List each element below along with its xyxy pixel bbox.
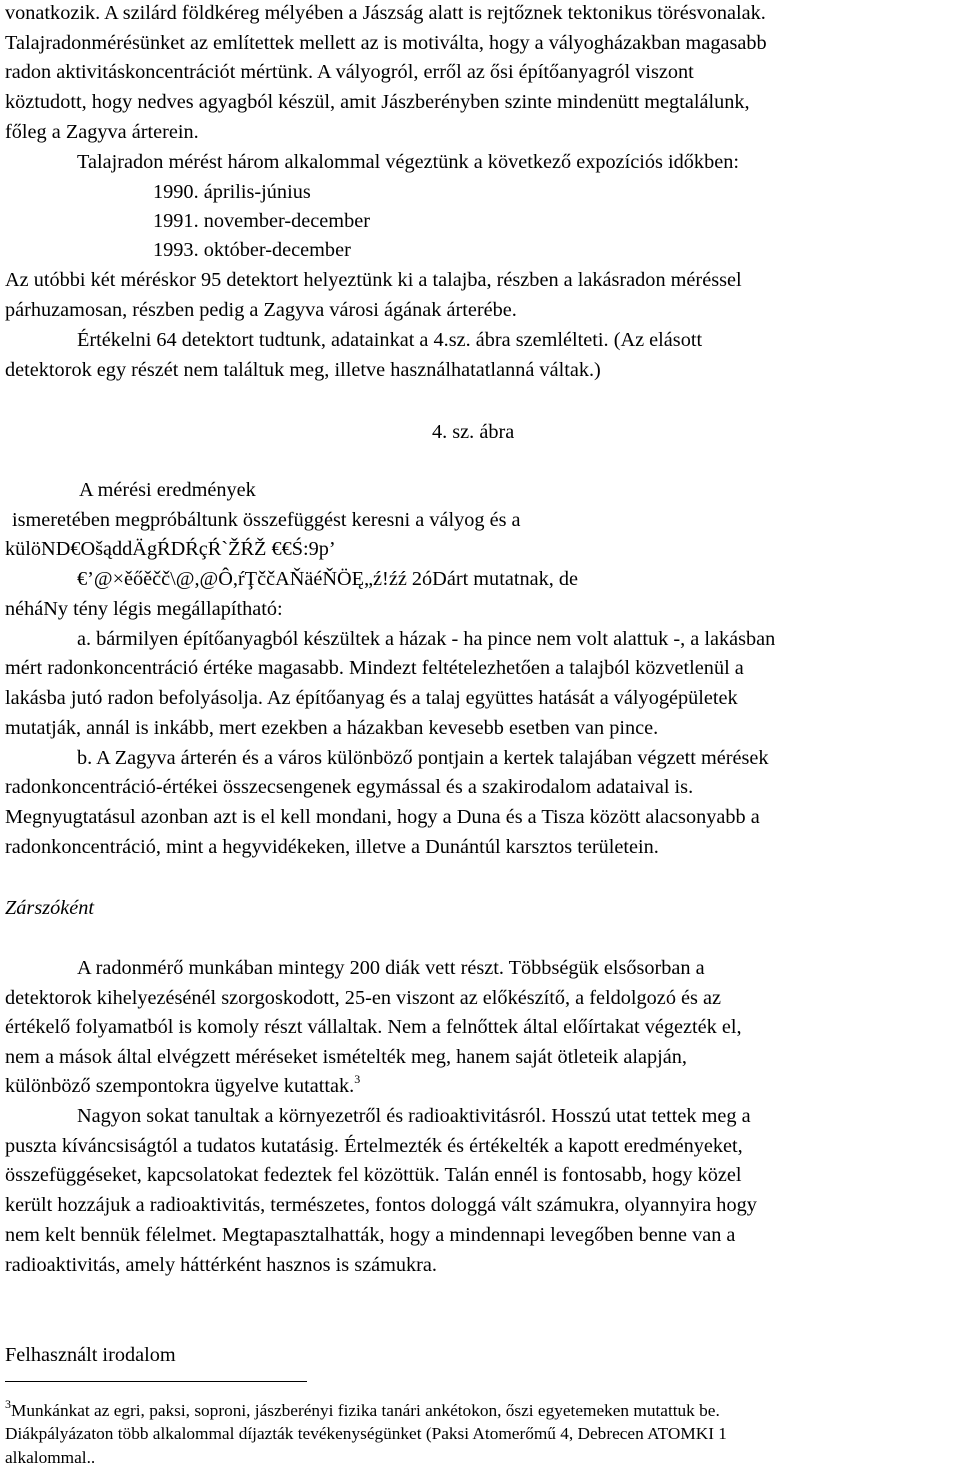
text-line: vonatkozik. A szilárd földkéreg mélyében a Jászság alatt is rejtőznek tektonikus törésvonalak. bbox=[5, 2, 766, 24]
text-line: Megnyugtatásul azonban azt is el kell mondani, hogy a Duna és a Tisza között alacsonyabb a bbox=[5, 806, 760, 828]
footnote-line bbox=[5, 1397, 720, 1422]
period-item: 1990. április-június bbox=[153, 181, 311, 203]
footnote-text: Munkánkat az egri, paksi, soproni, jászberényi fizika tanári ankétokon, őszi egyetemeken mutattuk be. bbox=[11, 1401, 720, 1420]
section-heading: Zárszóként bbox=[5, 897, 95, 919]
text-line: értékelő folyamatból is komoly részt vállaltak. Nem a felnőttek által előírtakat végezték el, bbox=[5, 1016, 742, 1038]
text-line: néháNy tény légis megállapítható: bbox=[5, 598, 283, 620]
text-line: köztudott, hogy nedves agyagból készül, amit Jászberényben szinte mindenütt megtalálunk, bbox=[5, 91, 750, 113]
section-heading: A mérési eredmények bbox=[79, 479, 256, 501]
footnote-number: 3 bbox=[5, 1397, 11, 1412]
text-line: nem a mások által elvégzett méréseket ismételték meg, hanem saját ötleteik alapján, bbox=[5, 1046, 687, 1068]
text-line: került hozzájuk a radioaktivitás, természetes, fontos dologgá vált számukra, olyannyira hogy bbox=[5, 1194, 757, 1216]
text-line: mutatják, annál is inkább, mert ezekben a házakban kevesebb esetben van pince. bbox=[5, 717, 659, 739]
list-item-text: a. bármilyen építőanyagból készültek a házak - ha pince nem volt alattuk -, a lakásban bbox=[77, 628, 776, 650]
text-line-content: különböző szempontokra ügyelve kutattak. bbox=[5, 1075, 355, 1097]
text-line: Talajradon mérést három alkalommal végeztünk a következő expozíciós időkben: bbox=[77, 151, 739, 173]
text-line: radioaktivitás, amely háttérként hasznos is számukra. bbox=[5, 1254, 437, 1276]
text-line: párhuzamosan, részben pedig a Zagyva városi ágának árterébe. bbox=[5, 299, 517, 321]
text-line: külöND€OšąddÄgŔDŔçŔ`ŽŔŽ €€Ś:9p’ bbox=[5, 538, 336, 560]
text-line: A radonmérő munkában mintegy 200 diák vett részt. Többségük elsősorban a bbox=[77, 957, 705, 979]
section-heading: Felhasznált irodalom bbox=[5, 1344, 176, 1366]
text-line: nem kelt bennük félelmet. Megtapasztalhatták, hogy a mindennapi levegőben benne van a bbox=[5, 1224, 736, 1246]
text-line bbox=[5, 1074, 360, 1098]
text-line: €’@×ěőěčč\@,@Ô,ŕŢččAŇäéŇÖĘ„ź!źź 2óDárt mutatnak, de bbox=[77, 568, 579, 590]
text-line: főleg a Zagyva árterein. bbox=[5, 121, 199, 143]
footnote-line: alkalommal.. bbox=[5, 1448, 96, 1467]
text-line: Értékelni 64 detektort tudtunk, adatainkat a 4.sz. ábra szemlélteti. (Az elásott bbox=[77, 329, 703, 351]
text-line: Talajradonmérésünket az említettek mellett az is motiválta, hogy a vályogházakban magasabb bbox=[5, 32, 767, 54]
text-line: Az utóbbi két méréskor 95 detektort helyeztünk ki a talajba, részben a lakásradon méréssel bbox=[5, 269, 742, 291]
text-line: radon aktivitáskoncentrációt mértünk. A vályogról, erről az ősi építőanyagról viszont bbox=[5, 61, 694, 83]
text-line: detektorok egy részét nem találtuk meg, illetve használhatatlanná váltak.) bbox=[5, 359, 601, 381]
footnote-separator bbox=[5, 1381, 307, 1382]
text-line: lakásba jutó radon befolyásolja. Az építőanyag és a talaj együttes hatását a vályogépületek bbox=[5, 687, 738, 709]
text-line: detektorok kihelyezésénél szorgoskodott, 25-en viszont az előkészítő, a feldolgozó és az bbox=[5, 987, 721, 1009]
text-line: ismeretében megpróbáltunk összefüggést keresni a vályog és a bbox=[12, 509, 521, 531]
footnote-line: Diákpályázaton több alkalommal díjazták tevékenységünket (Paksi Atomerőmű 4, Debrecen ATOMKI 1 bbox=[5, 1424, 727, 1443]
text-line: mért radonkoncentráció értéke magasabb. Mindezt feltételezhetően a talajból közvetlenül a bbox=[5, 657, 744, 679]
figure-reference: 4. sz. ábra bbox=[432, 421, 515, 443]
text-line: radonkoncentráció, mint a hegyvidékeken, illetve a Dunántúl karsztos területein. bbox=[5, 836, 659, 858]
text-line: puszta kíváncsiságtól a tudatos kutatásig. Értelmezték és értékelték a kapott eredményeket, bbox=[5, 1135, 743, 1157]
text-line: összefüggéseket, kapcsolatokat fedeztek fel közöttük. Talán ennél is fontosabb, hogy közel bbox=[5, 1164, 742, 1186]
period-item: 1993. október-december bbox=[153, 239, 351, 261]
text-line: Nagyon sokat tanultak a környezetről és radioaktivitásról. Hosszú utat tettek meg a bbox=[77, 1105, 751, 1127]
footnote-marker[interactable]: 3 bbox=[354, 1072, 361, 1087]
period-item: 1991. november-december bbox=[153, 210, 370, 232]
list-item-text: b. A Zagyva árterén és a város különböző pontjain a kertek talajában végzett mérések bbox=[77, 747, 769, 769]
text-line: radonkoncentráció-értékei összecsengenek egymással és a szakirodalom adataival is. bbox=[5, 776, 694, 798]
